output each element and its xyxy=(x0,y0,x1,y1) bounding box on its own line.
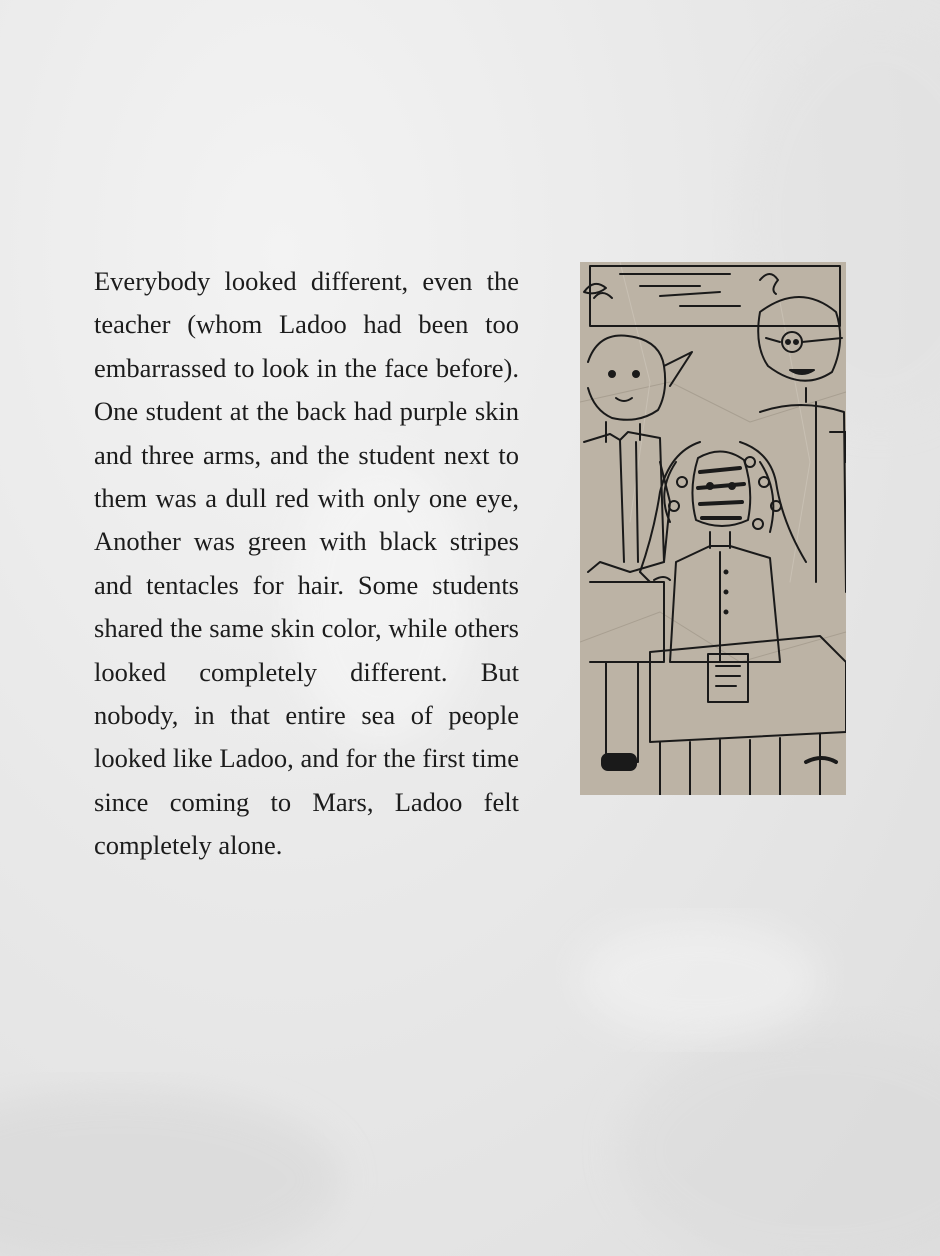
story-paragraph: Everybody looked different, even the teacher (whom Ladoo had been too embarrassed to look in the face before). One student at the back had purple skin and three arms, and the student next to them was a dull red with only one eye, Another was green with black stripes and tentacles for hair. Some students shared the same skin color, while others looked completely different. But nobody, in that entire sea of people looked like Ladoo, and for the first time since coming to Mars, Ladoo felt completely alone. xyxy=(94,266,519,861)
classroom-sketch-image xyxy=(580,262,846,795)
